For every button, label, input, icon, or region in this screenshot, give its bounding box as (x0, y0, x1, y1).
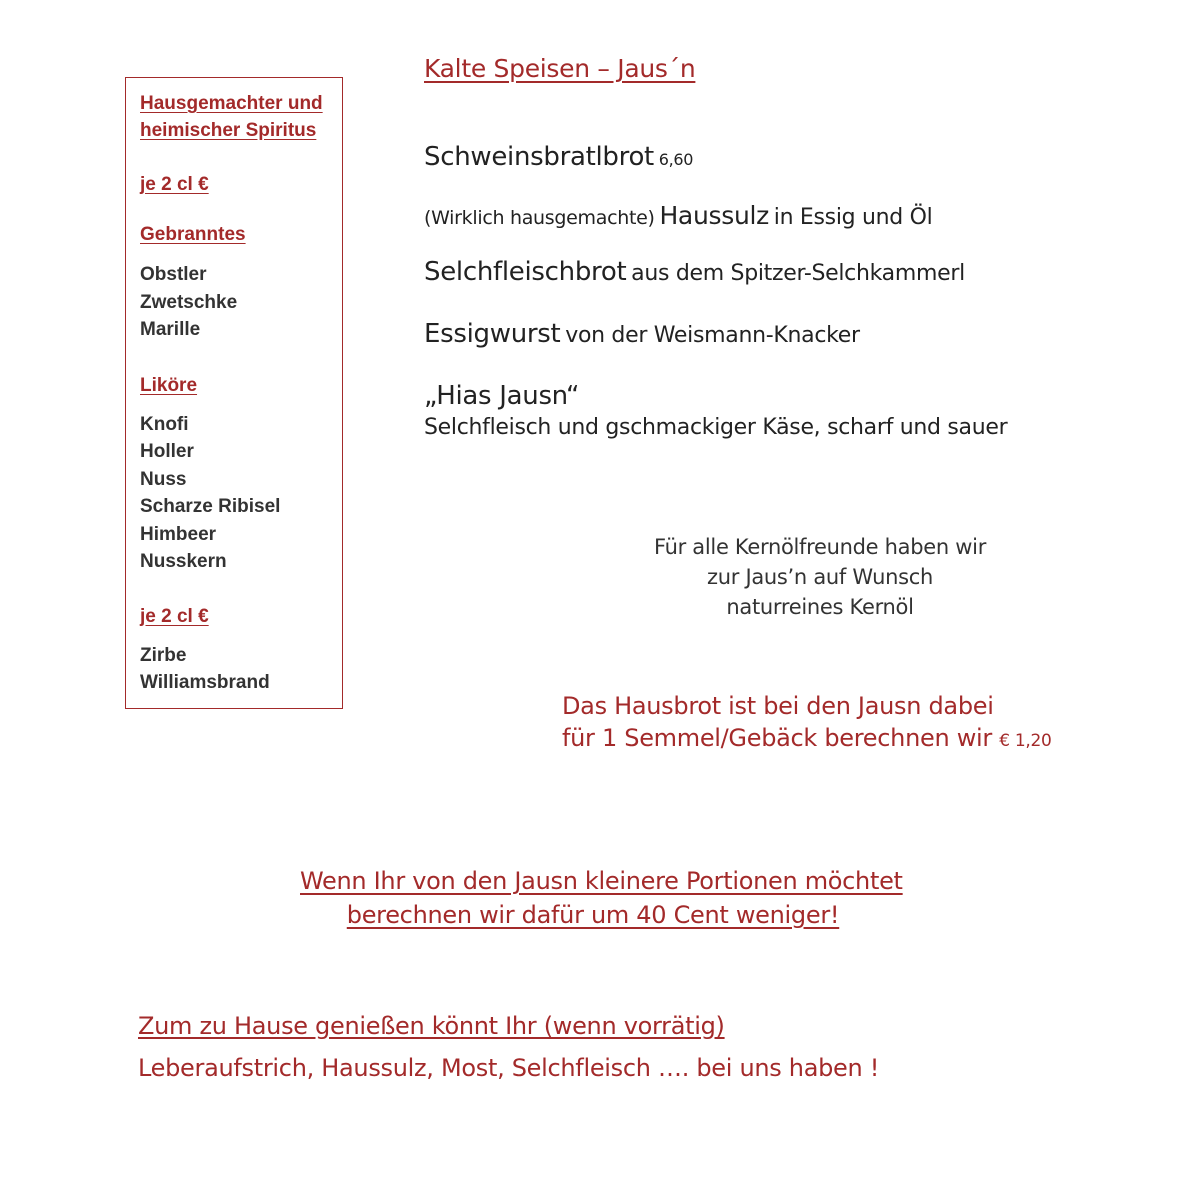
likoere-heading: Liköre (140, 374, 198, 396)
list-item: Himbeer (140, 523, 217, 545)
extra-list (140, 642, 328, 697)
spirits-heading-line1: Hausgemachter und (140, 93, 323, 114)
portion-note (300, 867, 903, 929)
list-item: Marille (140, 319, 201, 340)
list-item: Nusskern (140, 551, 227, 572)
list-item: Zwetschke (140, 291, 238, 313)
menu-title: Kalte Speisen – Jaus´n (424, 54, 696, 83)
hausbrot-line2: für 1 Semmel/Gebäck berechnen wir (562, 724, 992, 752)
takehome-line2: Leberaufstrich, Haussulz, Most, Selchfleisch …. bei uns haben ! (138, 1054, 880, 1082)
menu-item-selchfleischbrot (424, 257, 965, 287)
item-suffix: von der Weismann-Knacker (565, 323, 860, 348)
spirits-heading-line2: heimischer Spiritus (140, 120, 317, 141)
hausbrot-note (562, 692, 1052, 752)
item-suffix: aus dem Spitzer-Selchkammerl (631, 261, 965, 286)
item-name: Essigwurst (424, 319, 561, 349)
kernoel-line1: Für alle Kernölfreunde haben wir (653, 535, 987, 559)
list-item: Zirbe (140, 644, 187, 666)
list-item: Obstler (140, 264, 207, 285)
item-description: Selchfleisch und gschmackiger Käse, scharf und sauer (424, 415, 1008, 440)
list-item: Holler (140, 441, 194, 462)
menu-item-hias-jausn (424, 381, 1007, 440)
hausbrot-line1: Das Hausbrot ist bei den Jausn dabei (562, 692, 994, 720)
list-item: Knofi (140, 413, 189, 435)
menu-item-haussulz (424, 201, 932, 230)
item-price: 6,60 (658, 150, 694, 169)
gebranntes-list (140, 261, 328, 344)
kernoel-note (610, 535, 1030, 619)
kernoel-line3: naturreines Kernöl (726, 595, 914, 619)
gebranntes-heading: Gebranntes (140, 224, 246, 245)
menu-item-essigwurst (424, 319, 860, 349)
hausbrot-price: € 1,20 (999, 731, 1052, 751)
item-name: Haussulz (659, 201, 769, 230)
list-item: Nuss (140, 468, 187, 490)
likoere-list (140, 411, 328, 576)
item-suffix: in Essig und Öl (773, 205, 933, 230)
spirits-price-1: je 2 cl € (140, 174, 209, 195)
portion-line2: berechnen wir dafür um 40 Cent weniger! (346, 901, 840, 929)
list-item: Williamsbrand (140, 672, 270, 693)
item-name: Selchfleischbrot (424, 257, 627, 287)
spirits-box (125, 77, 343, 709)
takehome-line1: Zum zu Hause genießen könnt Ihr (wenn vorrätig) (138, 1012, 725, 1040)
takehome-note (138, 1012, 879, 1082)
item-name: „Hias Jausn“ (424, 381, 580, 411)
menu-item-schweinsbratlbrot (424, 142, 693, 172)
item-prefix: (Wirklich hausgemachte) (424, 207, 655, 229)
spirits-price-2: je 2 cl € (140, 605, 209, 627)
item-name: Schweinsbratlbrot (424, 142, 654, 172)
kernoel-line2: zur Jaus’n auf Wunsch (707, 565, 933, 589)
portion-line1: Wenn Ihr von den Jausn kleinere Portionen möchtet (300, 867, 903, 895)
list-item: Scharze Ribisel (140, 496, 281, 517)
